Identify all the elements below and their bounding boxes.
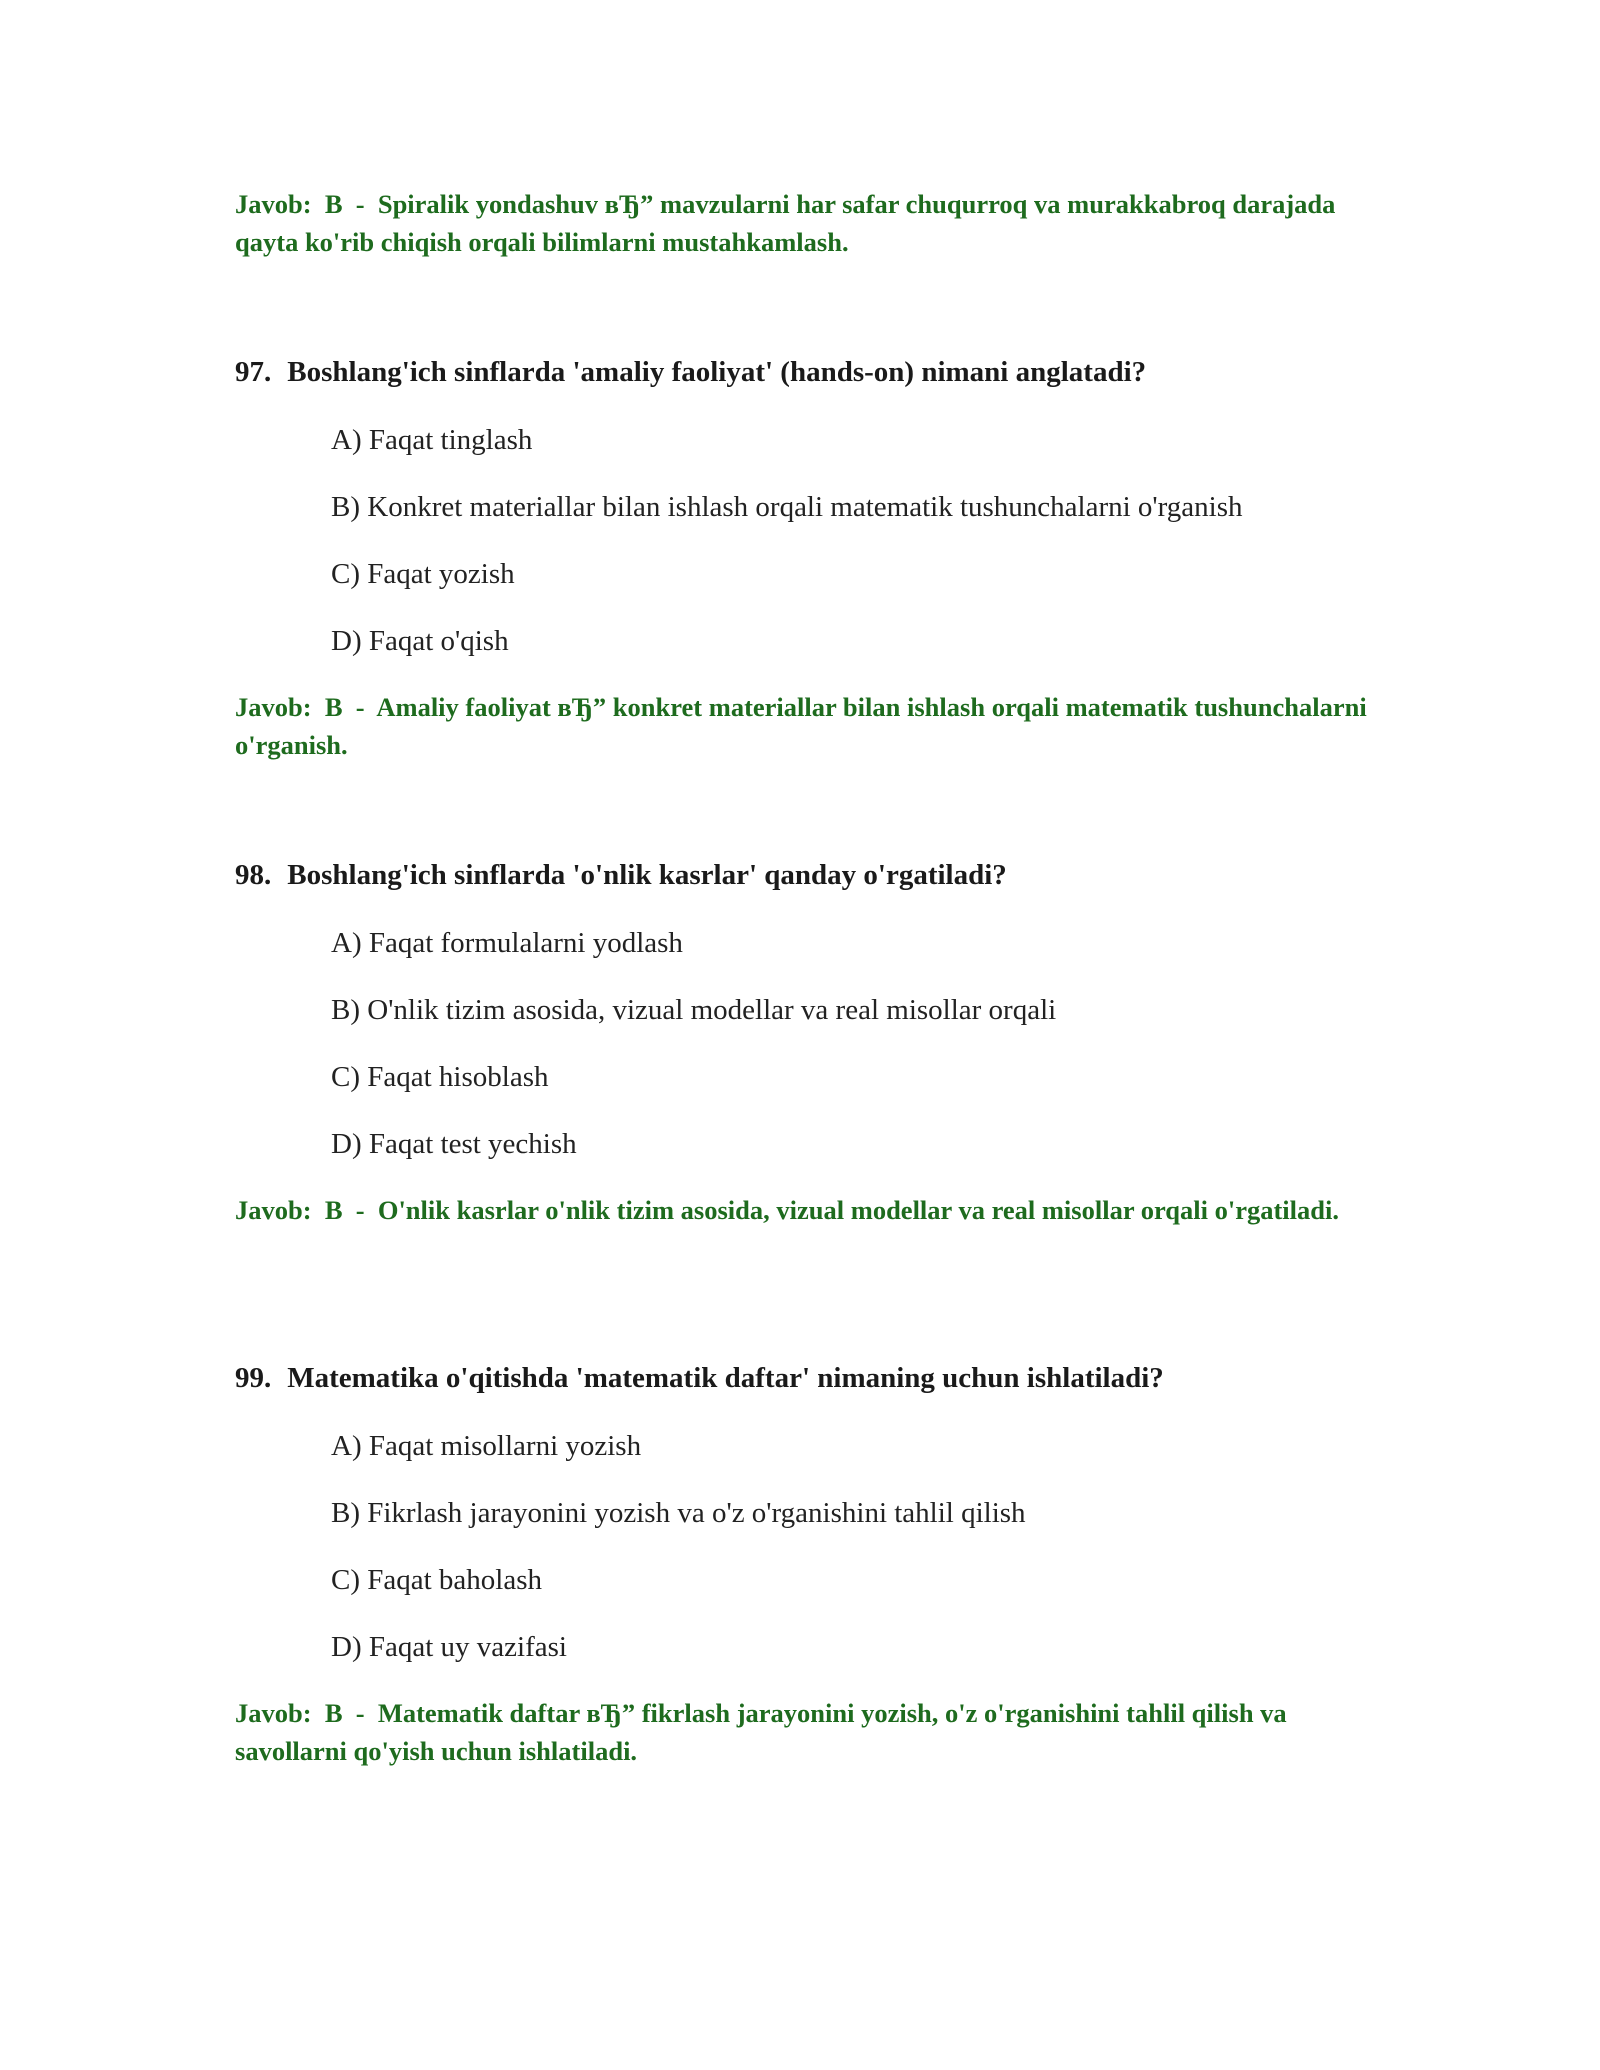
- answer-96: [235, 185, 1375, 261]
- answer-prefix: Javob: B -: [235, 692, 377, 722]
- answer-prefix: Javob: B -: [235, 1195, 378, 1225]
- option-98-c: C) Faqat hisoblash: [331, 1061, 549, 1093]
- question-number: 98.: [235, 859, 272, 891]
- option-97-c: C) Faqat yozish: [331, 558, 515, 590]
- answer-text: Amaliy faoliyat вЂ” konkret materiallar bilan ishlash orqali matematik tushunchalarni o'rganish.: [235, 692, 1367, 760]
- option-98-b: B) O'nlik tizim asosida, vizual modellar va real misollar orqali: [331, 994, 1057, 1026]
- option-97-d: D) Faqat o'qish: [331, 625, 509, 657]
- option-97-a: A) Faqat tinglash: [331, 424, 533, 456]
- question-99: [235, 1360, 1435, 1396]
- option-99-b: B) Fikrlash jarayonini yozish va o'z o'rganishini tahlil qilish: [331, 1497, 1026, 1529]
- question-text: Boshlang'ich sinflarda 'amaliy faoliyat' (hands-on) nimani anglatadi?: [287, 356, 1147, 388]
- answer-98: [235, 1191, 1375, 1229]
- question-number: 97.: [235, 356, 272, 388]
- question-number: 99.: [235, 1362, 272, 1394]
- option-99-a: A) Faqat misollarni yozish: [331, 1430, 642, 1462]
- answer-text: O'nlik kasrlar o'nlik tizim asosida, vizual modellar va real misollar orqali o'rgatiladi.: [377, 1195, 1340, 1225]
- question-97: [235, 354, 1435, 390]
- option-98-d: D) Faqat test yechish: [331, 1128, 577, 1160]
- question-text: Matematika o'qitishda 'matematik daftar' nimaning uchun ishlatiladi?: [287, 1362, 1164, 1394]
- option-98-a: A) Faqat formulalarni yodlash: [331, 927, 683, 959]
- option-99-c: C) Faqat baholash: [331, 1564, 543, 1596]
- answer-99: [235, 1694, 1375, 1770]
- question-text: Boshlang'ich sinflarda 'o'nlik kasrlar' qanday o'rgatiladi?: [287, 859, 1007, 891]
- answer-text: Spiralik yondashuv вЂ” mavzularni har safar chuqurroq va murakkabroq darajada qayta ko'rib chiqish orqali bilimlarni mustahkamlash.: [235, 189, 1336, 257]
- answer-text: Matematik daftar вЂ” fikrlash jarayonini yozish, o'z o'rganishini tahlil qilish va savollarni qo'yish uchun ishlatiladi.: [235, 1698, 1287, 1766]
- answer-97: [235, 688, 1375, 764]
- question-98: [235, 857, 1435, 893]
- answer-prefix: Javob: B -: [235, 189, 378, 219]
- option-99-d: D) Faqat uy vazifasi: [331, 1631, 567, 1663]
- option-97-b: B) Konkret materiallar bilan ishlash orqali matematik tushunchalarni o'rganish: [331, 491, 1243, 523]
- answer-prefix: Javob: B -: [235, 1698, 378, 1728]
